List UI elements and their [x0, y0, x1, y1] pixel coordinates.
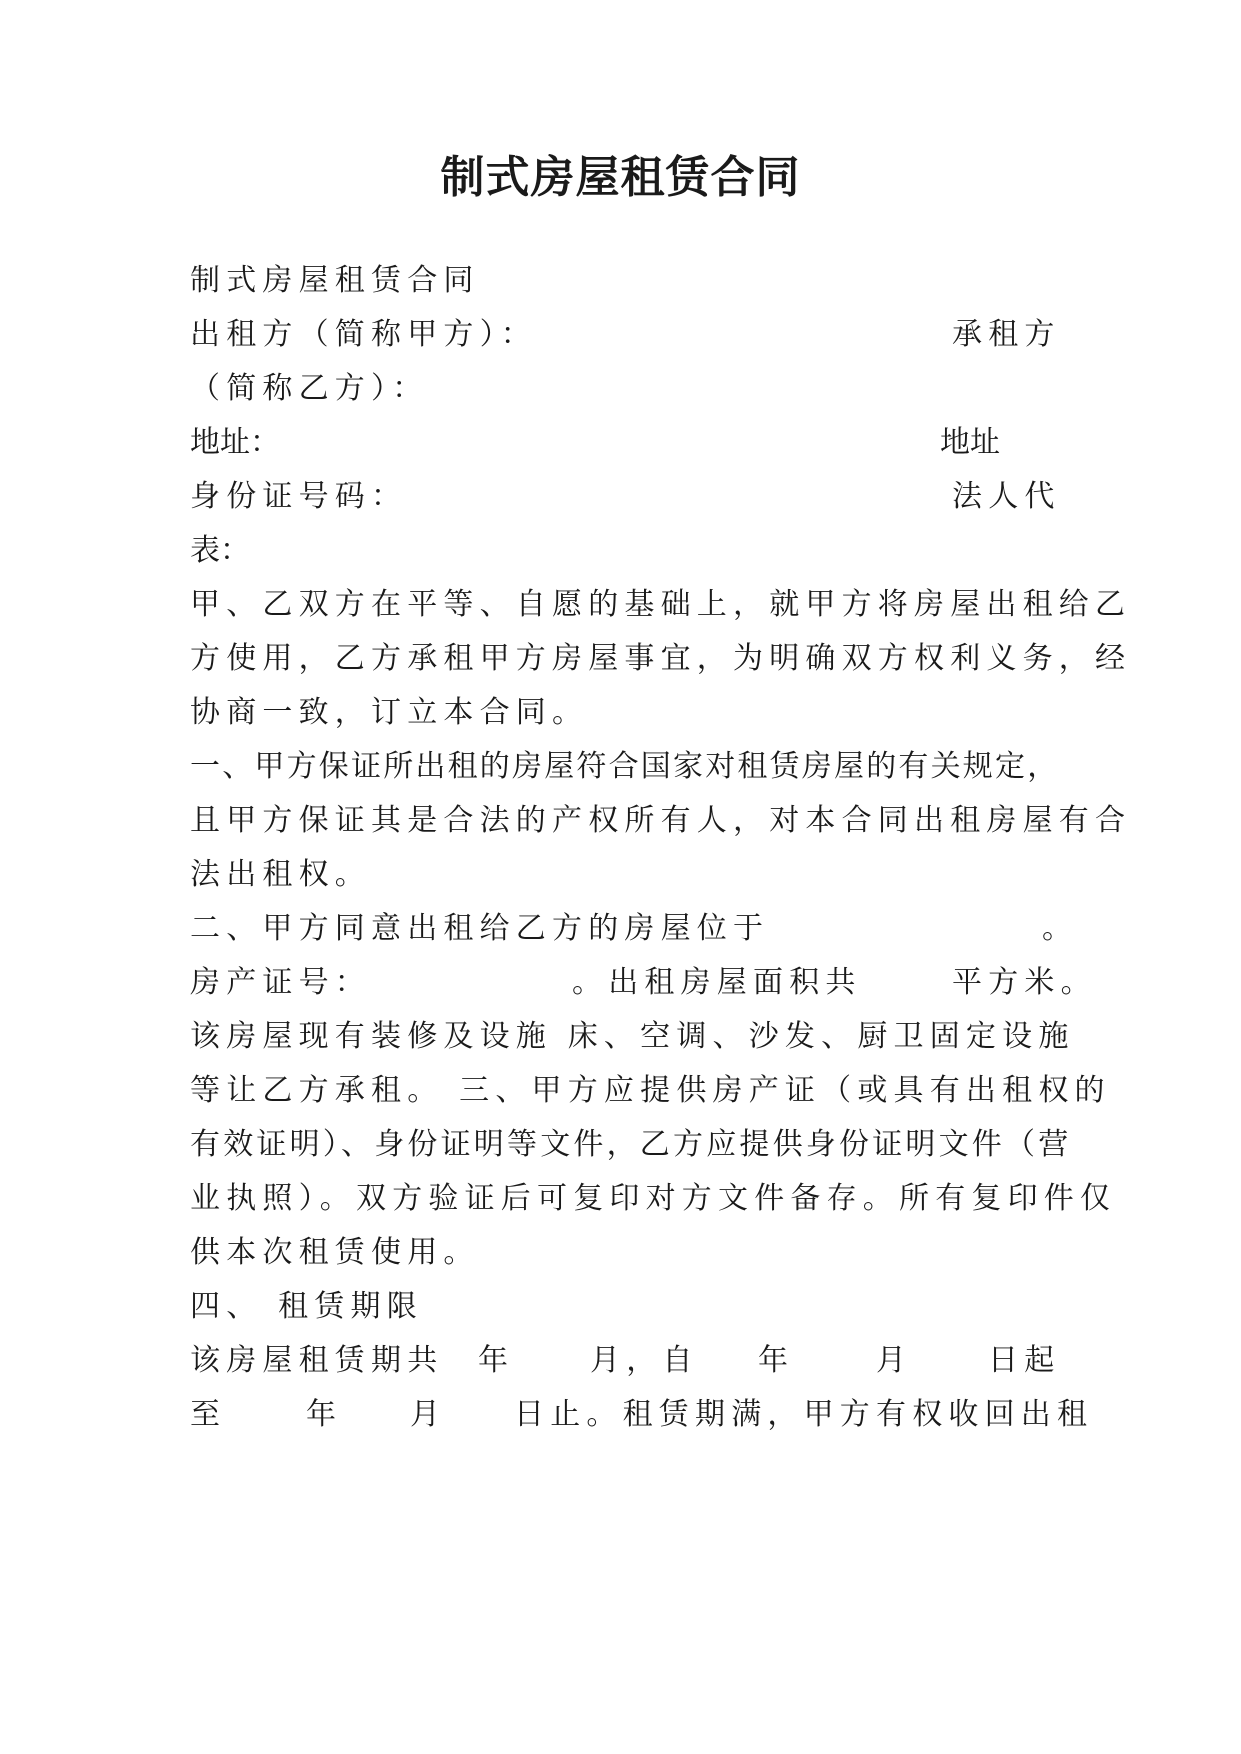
clause-text: 二、甲方同意出租给乙方的房屋位于	[190, 911, 770, 946]
legal-rep-label-cont: 表：	[190, 533, 250, 568]
clause-text: 且甲方保证其是合法的产权所有人，对本合同出租房屋有合	[190, 803, 1132, 838]
lease-start-day: 日起	[988, 1343, 1061, 1378]
clause-text: 法出租权。	[190, 857, 371, 892]
clause-text: 供本次租赁使用。	[190, 1235, 480, 1270]
doc-line-preamble-2	[190, 630, 1132, 688]
clause-text: 该房屋现有装修及设施 床、空调、沙发、厨卫固定设施	[190, 1019, 1075, 1054]
lessee-abbrev-label: （简称乙方）：	[190, 371, 429, 406]
doc-line-preamble-3	[190, 684, 1050, 742]
doc-line-clause3-3	[190, 1170, 1117, 1228]
doc-line-lease-term	[190, 1332, 1061, 1390]
clause-text: 有效证明）、身份证明等文件，乙方应提供身份证明文件（营	[190, 1127, 1072, 1162]
lease-term-month-from: 月，自	[590, 1343, 699, 1378]
doc-line-legal-rep-cont	[190, 522, 1050, 580]
clause-text: 等让乙方承租。 三、甲方应提供房产证（或具有出租权的	[190, 1073, 1111, 1108]
doc-line-clause1-3	[190, 846, 1050, 904]
paragraph-text: 协商一致，订立本合同。	[190, 695, 589, 730]
id-number-label: 身份证号码：	[190, 479, 408, 514]
deed-number-label: 房产证号：	[190, 965, 371, 1000]
clause-text-end: 。	[1042, 911, 1072, 946]
doc-line-clause3-4	[190, 1224, 1050, 1282]
subtitle-text: 制式房屋租赁合同	[190, 263, 480, 298]
paragraph-text: 甲、乙双方在平等、自愿的基础上，就甲方将房屋出租给乙	[190, 587, 1132, 622]
lease-end-year: 年	[306, 1397, 336, 1432]
doc-line-preamble-1	[190, 576, 1132, 634]
doc-line-clause2-1	[190, 900, 1072, 958]
lease-end-to: 至	[190, 1397, 220, 1432]
doc-line-lessee-abbrev	[190, 360, 1050, 418]
clause-text: 业执照）。双方验证后可复印对方文件备存。所有复印件仅	[190, 1181, 1117, 1216]
lessee-label: 承租方	[952, 317, 1061, 352]
doc-line-id-number	[190, 468, 1061, 526]
legal-rep-label: 法人代	[952, 479, 1061, 514]
lease-term-year: 年	[478, 1343, 508, 1378]
lessor-address-label: 地址：	[190, 425, 280, 460]
lease-term-label: 该房屋租赁期共	[190, 1343, 444, 1378]
doc-line-clause3-1	[190, 1062, 1111, 1120]
clause-text: 一、甲方保证所出租的房屋符合国家对租赁房屋的有关规定，	[190, 749, 1060, 784]
doc-line-clause4-heading	[190, 1278, 1050, 1336]
lessor-label: 出租方（简称甲方）：	[190, 317, 537, 352]
doc-line-subtitle	[190, 252, 1050, 310]
lease-end-day-text: 日止。租赁期满，甲方有权收回出租	[514, 1397, 1094, 1432]
doc-line-lessor	[190, 306, 1061, 364]
doc-line-lease-end	[190, 1386, 1094, 1444]
area-label: 。出租房屋面积共	[572, 965, 862, 1000]
doc-line-clause3-2	[190, 1116, 1072, 1174]
lease-end-month: 月	[410, 1397, 440, 1432]
lease-start-month: 月	[876, 1343, 906, 1378]
area-unit-label: 平方米。	[952, 965, 1097, 1000]
doc-line-clause1-2	[190, 792, 1132, 850]
doc-line-clause2-3	[190, 1008, 1075, 1066]
lease-start-year: 年	[758, 1343, 788, 1378]
paragraph-text: 方使用，乙方承租甲方房屋事宜，为明确双方权利义务，经	[190, 641, 1132, 676]
doc-line-clause2-2	[190, 954, 1097, 1012]
doc-line-address	[190, 414, 1050, 472]
document-title: 制式房屋租赁合同	[440, 152, 801, 203]
doc-line-clause1-1	[190, 738, 1060, 796]
clause-heading: 四、 租赁期限	[190, 1289, 423, 1324]
lessee-address-label: 地址	[940, 425, 1000, 460]
